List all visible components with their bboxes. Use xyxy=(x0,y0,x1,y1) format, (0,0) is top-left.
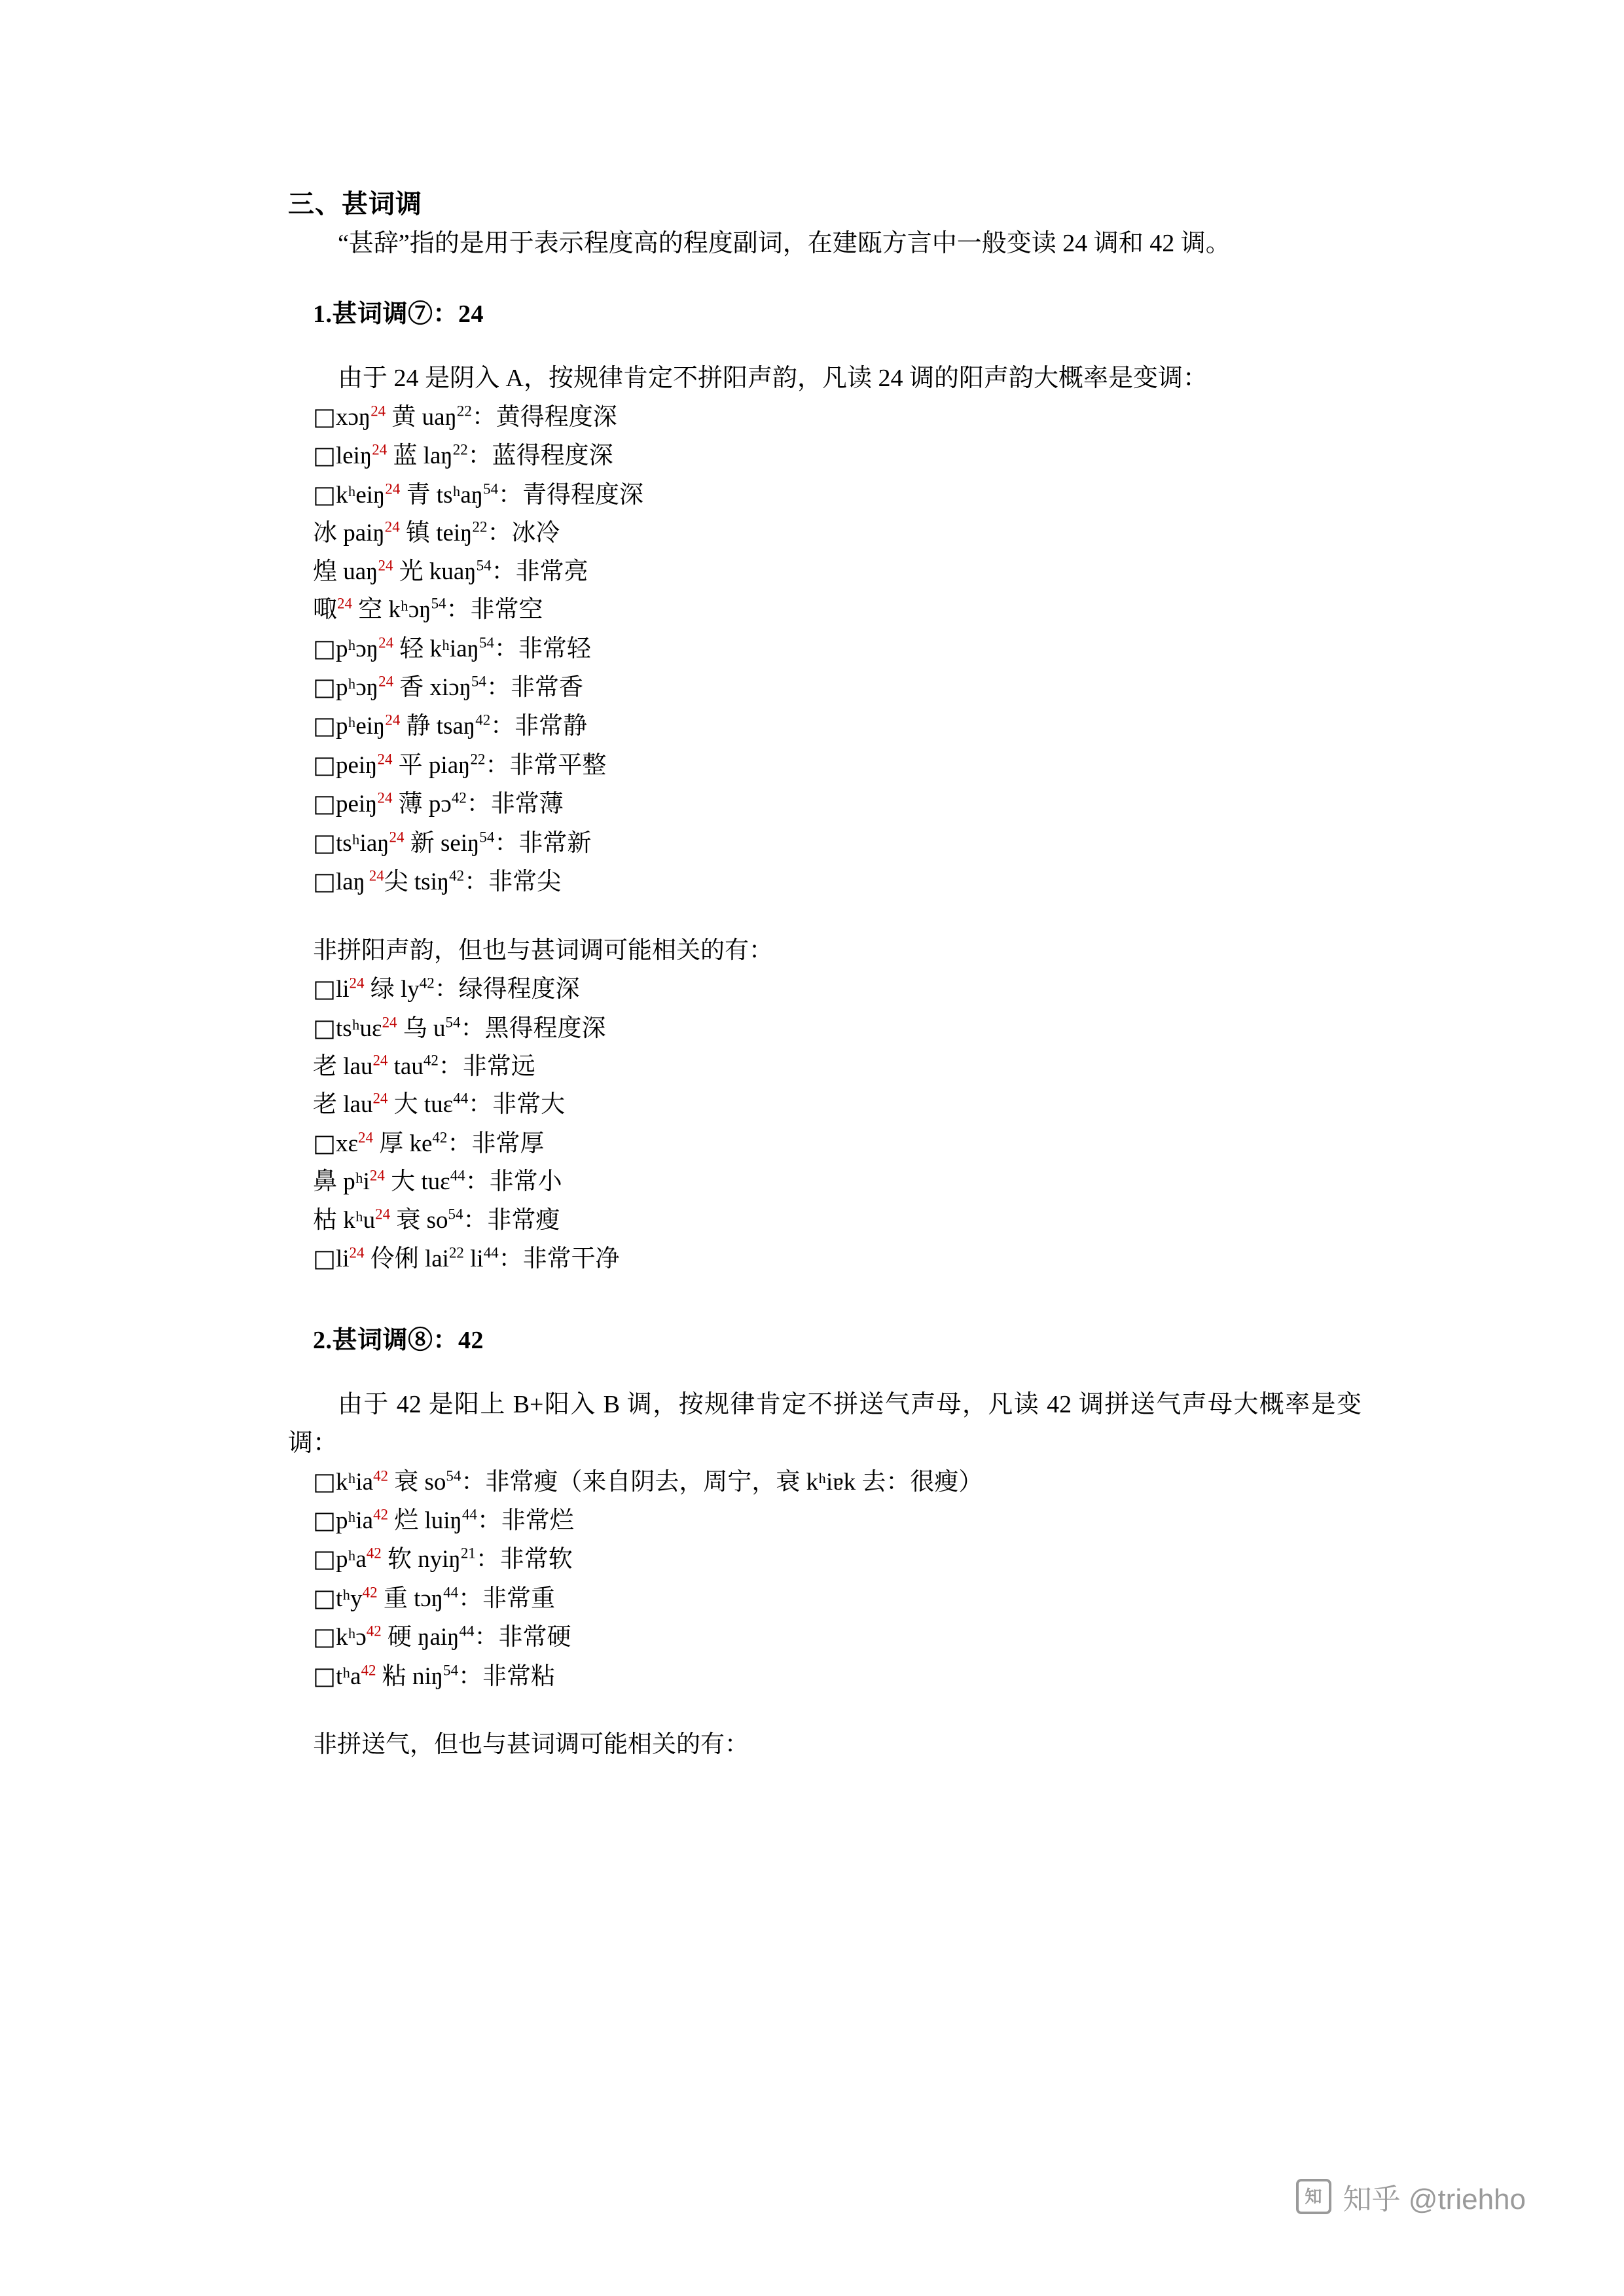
example-list-1 xyxy=(288,398,1362,902)
list-item: 㖩$^{24}$ 空 kʰɔŋ$^{54}$：非常空 xyxy=(313,595,543,624)
watermark-label: 知乎 @triehho xyxy=(1343,2183,1526,2215)
list-item: □kʰia$^{42}$ 衰 $so^{54}$：非常瘦（来自阴去，周宁，衰 kʰiɐk 去：很瘦） xyxy=(313,1467,983,1496)
watermark xyxy=(1296,2176,1526,2217)
list-item: □pʰa$^{42}$ 软 nyiŋ$^{21}$：非常软 xyxy=(313,1545,573,1573)
list-item: □tsʰiaŋ$^{24}$ 新 seiŋ$^{54}$：非常新 xyxy=(313,828,592,857)
example-list-1b-lead: 非拼阳声韵，但也与甚词调可能相关的有： xyxy=(313,937,773,964)
subsection-2-paragraph: 由于 42 是阳上 B+阳入 B 调，按规律肯定不拼送气声母，凡读 42 调拼送气声母大概率是变调： xyxy=(288,1390,1362,1457)
list-item: 鼻 pʰi$^{24}$ 大 tuɛ$^{44}$：非常小 xyxy=(313,1168,562,1196)
list-item: 老 lau$^{24}$ 大 tuɛ$^{44}$：非常大 xyxy=(313,1090,566,1119)
document-content xyxy=(288,183,1362,1765)
list-item: □kʰɔ$^{42}$ 硬 ŋaiŋ$^{44}$：非常硬 xyxy=(313,1623,571,1651)
list-item: □tsʰuɛ$^{24}$ 乌 $u^{54}$：黑得程度深 xyxy=(313,1013,606,1042)
subsection-1-paragraph: 由于 24 是阴入 A，按规律肯定不拼阳声韵，凡读 24 调的阳声韵大概率是变调： xyxy=(338,364,1208,392)
zhihu-logo-icon: 知 xyxy=(1296,2179,1331,2214)
list-item: □pʰɔŋ$^{24}$ 轻 kʰiaŋ$^{54}$：非常轻 xyxy=(313,634,591,662)
list-item: □pʰeiŋ$^{24}$ 静 tsaŋ$^{42}$：非常静 xyxy=(313,711,588,740)
list-item: □tʰy$^{42}$ 重 tɔŋ$^{44}$：非常重 xyxy=(313,1583,556,1612)
list-item: □laŋ $^{24}$尖 tsiŋ$^{42}$：非常尖 xyxy=(313,867,562,896)
list-item: □kʰeiŋ$^{24}$ 青 tsʰaŋ$^{54}$：青得程度深 xyxy=(313,480,644,509)
list-item: $□li^{24}$ 绿 $ly^{42}$：绿得程度深 xyxy=(313,975,580,1003)
list-item: □leiŋ$^{24}$ 蓝 laŋ$^{22}$：蓝得程度深 xyxy=(313,441,613,470)
example-list-2b-lead: 非拼送气，但也与甚词调可能相关的有： xyxy=(313,1731,749,1759)
list-item: 老 lau$^{24}$ tau$^{42}$：非常远 xyxy=(313,1052,535,1081)
subsection-2-heading: 2.甚词调⑧：42 xyxy=(313,1326,484,1354)
list-item: 煌 uaŋ$^{24}$ 光 kuaŋ$^{54}$：非常亮 xyxy=(313,557,588,585)
list-item: $□li^{24}$ 伶俐 lai$^{22}$ $li^{44}$：非常干净 xyxy=(313,1244,620,1273)
subsection-1-heading: 1.甚词调⑦：24 xyxy=(313,300,484,328)
example-list-1b xyxy=(288,970,1362,1279)
section-intro: “甚辞”指的是用于表示程度高的程度副词，在建瓯方言中一般变读 24 调和 42 调。 xyxy=(338,230,1231,257)
list-item: 枯 kʰu$^{24}$ 衰 $so^{54}$：非常瘦 xyxy=(313,1206,560,1234)
example-list-2 xyxy=(288,1463,1362,1696)
list-item: □xɛ$^{24}$ 厚 $ke^{42}$：非常厚 xyxy=(313,1128,545,1157)
list-item: □pʰia$^{42}$ 烂 luiŋ$^{44}$：非常烂 xyxy=(313,1505,574,1534)
list-item: □peiŋ$^{24}$ 平 piaŋ$^{22}$：非常平整 xyxy=(313,750,607,779)
section-heading: 三、甚词调 xyxy=(288,189,422,219)
list-item: □peiŋ$^{24}$ 薄 pɔ$^{42}$：非常薄 xyxy=(313,789,564,818)
list-item: □xɔŋ$^{24}$ 黄 uaŋ$^{22}$：黄得程度深 xyxy=(313,402,617,431)
list-item: 冰 paiŋ$^{24}$ 镇 teiŋ$^{22}$：冰冷 xyxy=(313,518,560,547)
list-item: □tʰa$^{42}$ 粘 niŋ$^{54}$：非常粘 xyxy=(313,1661,556,1690)
list-item: □pʰɔŋ$^{24}$ 香 xiɔŋ$^{54}$：非常香 xyxy=(313,672,583,701)
